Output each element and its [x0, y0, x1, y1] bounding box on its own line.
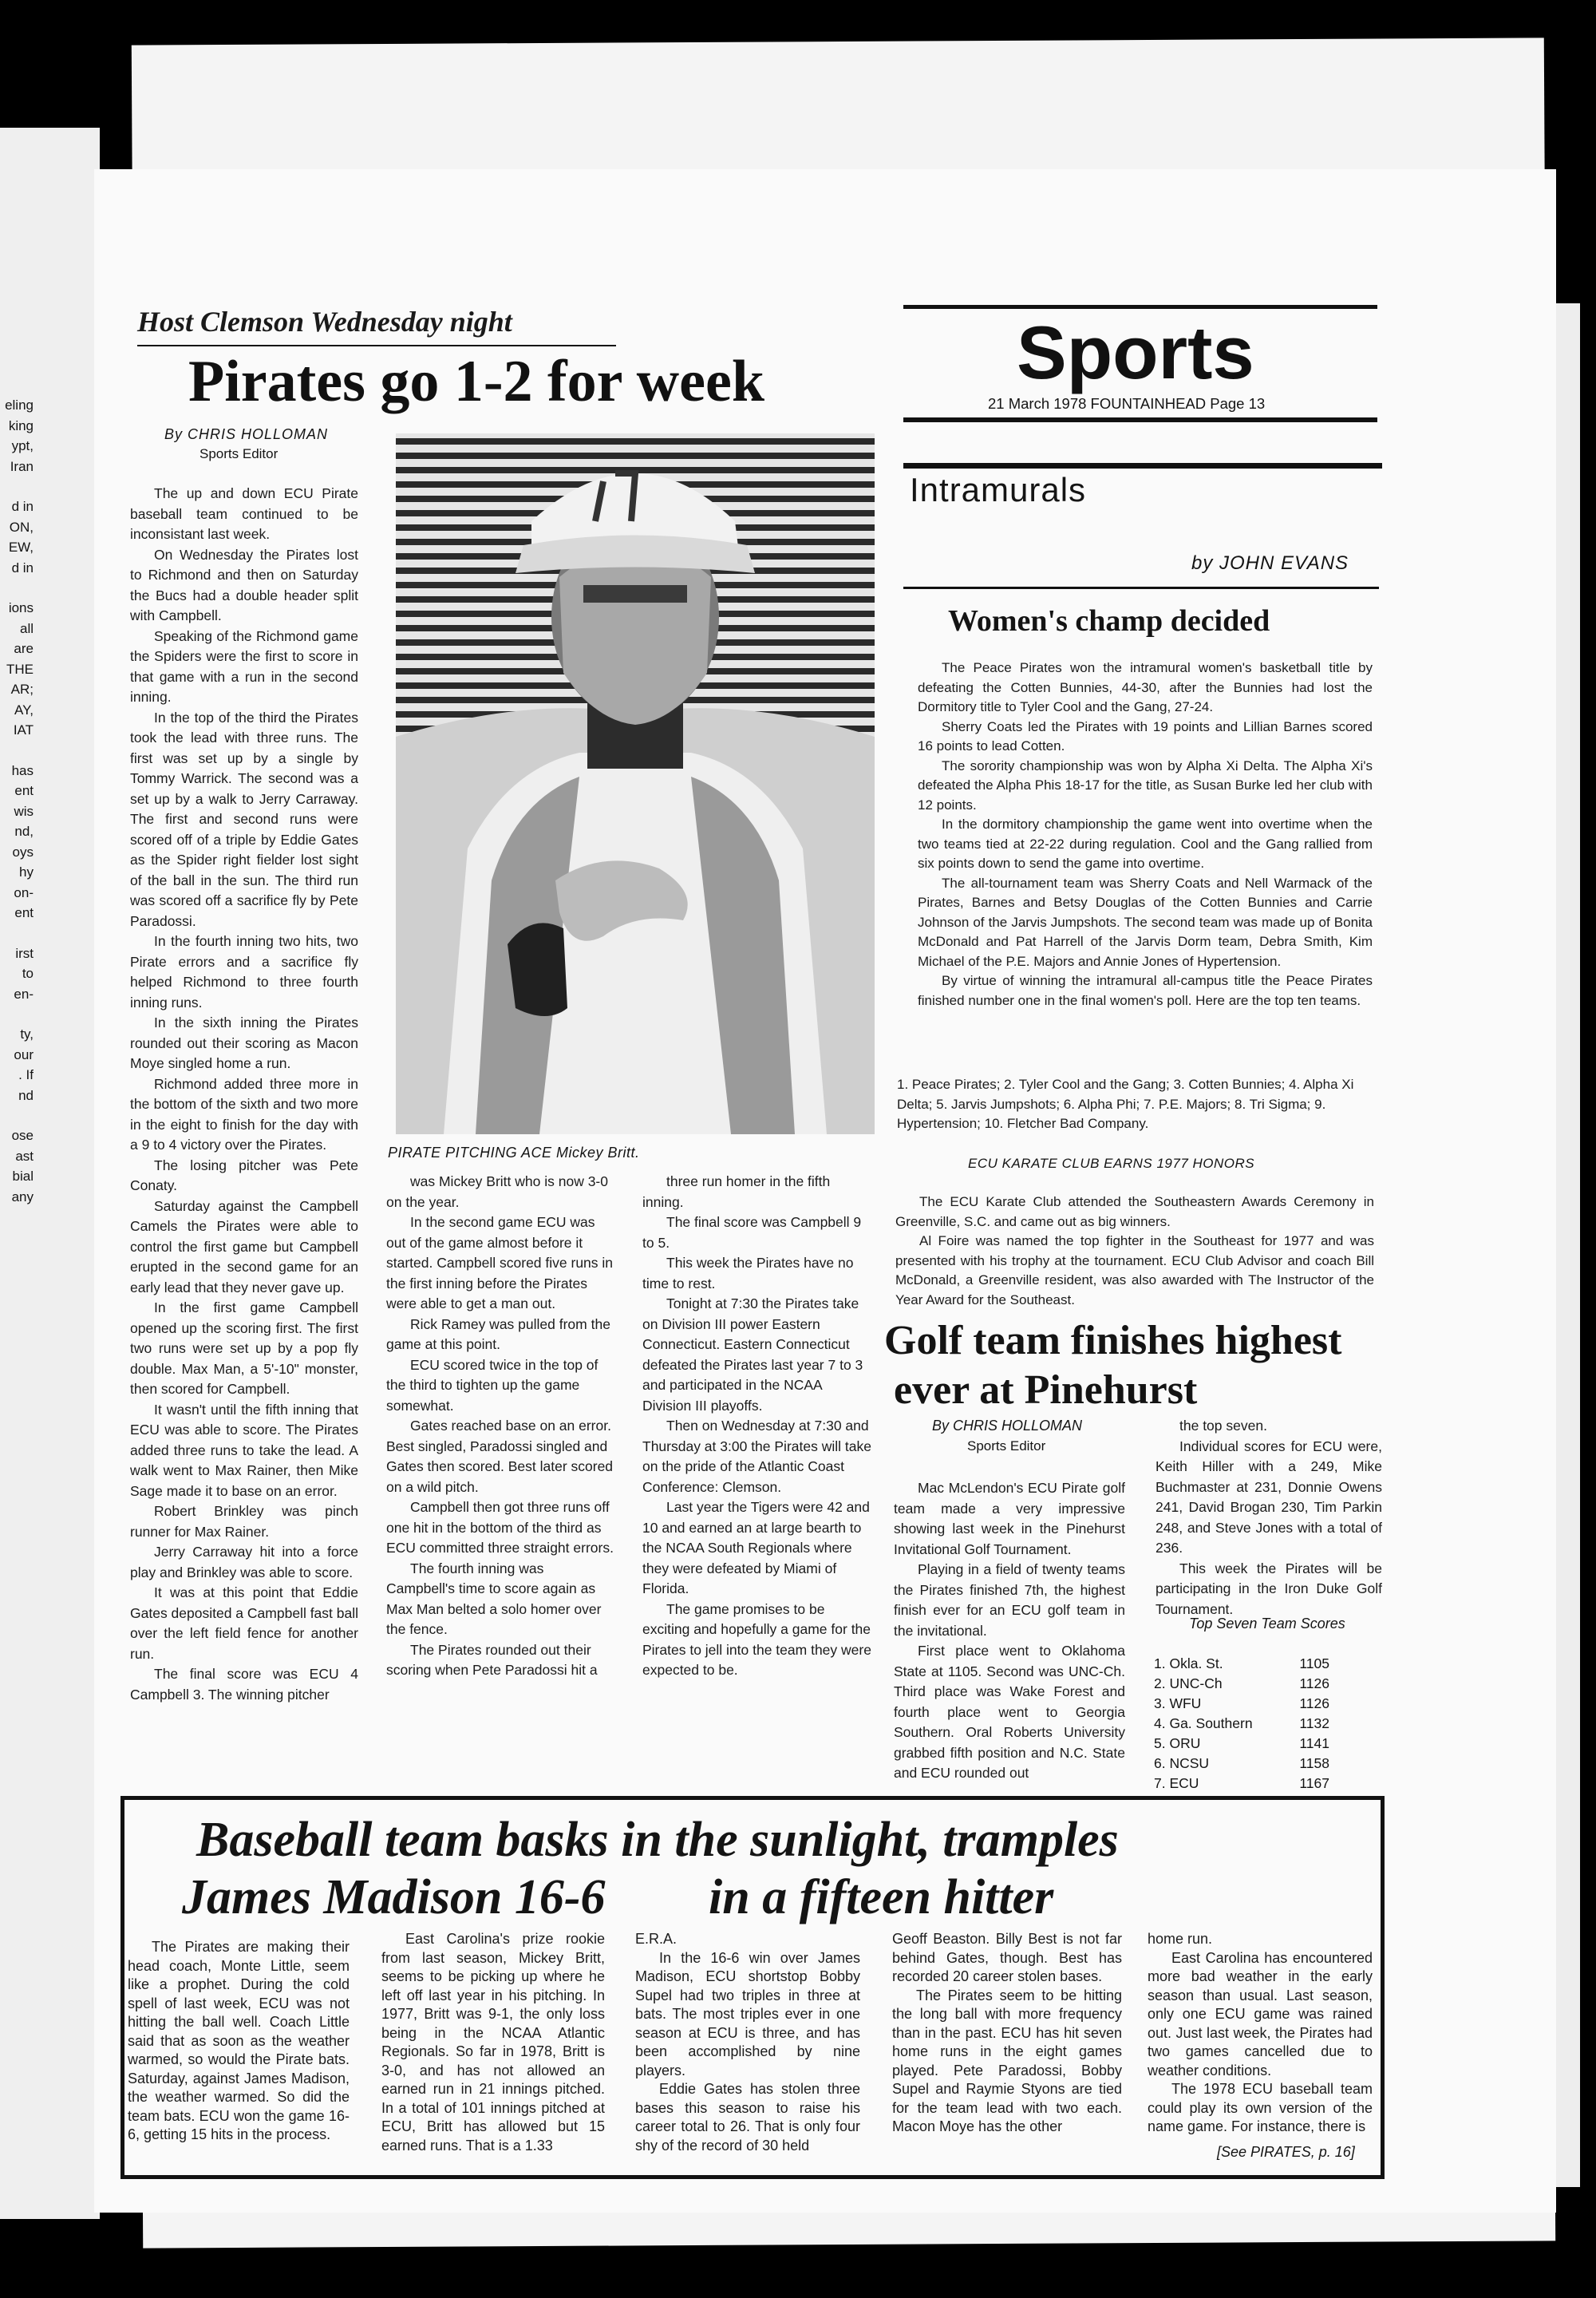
- text-fragment: ose: [11, 1128, 34, 1143]
- team-name: 4. Ga. Southern: [1154, 1715, 1253, 1731]
- jump-line: [See PIRATES, p. 16]: [1217, 2144, 1355, 2160]
- text-fragment: any: [11, 1189, 34, 1204]
- text-fragment: bial: [12, 1169, 34, 1184]
- paragraph: Jerry Carraway hit into a force play and Brinkley was able to score.: [130, 1544, 358, 1580]
- paragraph: The Pirates rounded out their scoring when Pete Paradossi hit a: [386, 1641, 598, 1678]
- masthead-rule-bottom: [903, 417, 1377, 422]
- text-fragment: Iran: [10, 458, 34, 474]
- paragraph: The Pirates seem to be hitting the long ball with more frequency than in the past. ECU has hit seven home runs in the eight games played. Pete Paradossi, Bobby Supel and Raymie Styons are tied for the team lead with two each. Macon Moye has the other: [892, 1987, 1122, 2134]
- team-score-row: [1154, 1734, 1329, 1754]
- paragraph: Tonight at 7:30 the Pirates take on Division III power Eastern Connecticut. Eastern Connecticut defeated the Pirates last year 7 to 3 and participated in the NCAA Division III playoffs.: [642, 1295, 863, 1414]
- text-fragment: ent: [14, 905, 34, 920]
- paragraph: The losing pitcher was Pete Conaty.: [130, 1157, 358, 1193]
- fence-slat: [396, 453, 875, 459]
- paragraph: Sherry Coats led the Pirates with 19 points and Lillian Barnes scored 16 points to lead Cotten.: [918, 718, 1373, 753]
- paragraph: ECU scored twice in the top of the third to tighten up the game somewhat.: [386, 1356, 598, 1414]
- karate-headline: ECU KARATE CLUB EARNS 1977 HONORS: [968, 1156, 1255, 1171]
- bottom-headline-1: Baseball team basks in the sunlight, tramples: [196, 1813, 1119, 1867]
- kicker-rule: [137, 345, 616, 346]
- byline-rule: [903, 587, 1379, 589]
- scores-table-title: Top Seven Team Scores: [1189, 1616, 1345, 1632]
- paragraph: E.R.A.: [635, 1931, 678, 1947]
- paragraph: The all-tournament team was Sherry Coats and Nell Warmack of the Pirates, Barnes and Betsy Douglas of the Cotten Bunnies and Carrie Johnson of the Jarvis Jumpshots. The second team was made up of Bonita McDonald and Pat Harrell of the Jarvis Dorm team, Debra Smith, Kim Michael of the P.E. Majors and Annie Jones of Hypertension.: [918, 875, 1373, 969]
- paragraph: The Pirates are making their head coach, Monte Little, seem like a prophet. During the cold spell of last week, ECU was not hitting the ball well. Coach Little said that as soon as the weather warmed, so would the Pirate bats. Saturday, against James Madison, the weather warmed. So did the team bats. ECU won the game 16-6, getting 15 hits in the process.: [128, 1939, 350, 2142]
- golf-byline: By CHRIS HOLLOMAN: [932, 1418, 1083, 1434]
- bottom-headline-2a: James Madison 16-6: [182, 1870, 606, 1924]
- paragraph: Robert Brinkley was pinch runner for Max Rainer.: [130, 1503, 358, 1540]
- team-score: 1141: [1299, 1735, 1329, 1751]
- bottom-column-4: [892, 1930, 1122, 2169]
- text-fragment: irst: [15, 945, 34, 961]
- karate-article: [895, 1193, 1374, 1314]
- text-fragment: EW,: [8, 540, 34, 555]
- story-headline: Women's champ decided: [948, 604, 1270, 638]
- team-name: 2. UNC-Ch: [1154, 1675, 1223, 1691]
- paragraph: In the fourth inning two hits, two Pirate errors and a sacrifice fly helped Richmond to three fourth inning runs.: [130, 933, 358, 1011]
- paragraph: home run.: [1148, 1931, 1213, 1947]
- intramurals-article: [918, 659, 1373, 1096]
- section-title: Sports: [1017, 310, 1254, 394]
- text-fragment: ypt,: [11, 438, 34, 453]
- text-fragment: ON,: [9, 519, 34, 535]
- paragraph: This week the Pirates have no time to rest.: [642, 1255, 854, 1291]
- paragraph: In the sixth inning the Pirates rounded out their scoring as Macon Moye singled home a run.: [130, 1015, 358, 1071]
- team-score-row: [1154, 1674, 1329, 1694]
- text-fragment: en-: [14, 986, 34, 1002]
- team-score-row: [1154, 1754, 1329, 1774]
- player-photo: [396, 433, 875, 1134]
- fence-slat: [396, 438, 875, 445]
- paragraph: Al Foire was named the top fighter in the Southeast for 1977 and was presented with his trophy at the tournament. ECU Club Advisor and coach Bill McDonald, a Greenville resident, was also awarded with The Instructor of the Year Award for the Southeast.: [895, 1233, 1374, 1307]
- team-name: 7. ECU: [1154, 1775, 1199, 1791]
- paragraph: It wasn't until the fifth inning that ECU was able to score. The Pirates added three runs to take the lead. A walk went to Max Rainer, then Mike Sage made it to base on an error.: [130, 1401, 358, 1499]
- team-name: 1. Okla. St.: [1154, 1655, 1223, 1671]
- text-fragment: ast: [15, 1148, 34, 1164]
- paragraph: The final score was Campbell 9 to 5.: [642, 1214, 862, 1251]
- text-fragment: are: [14, 641, 34, 656]
- paragraph: The 1978 ECU baseball team could play its own version of the name game. For instance, there is: [1148, 2081, 1373, 2134]
- paragraph: Richmond added three more in the bottom of the sixth and two more in the eight to finish for the day with a 9 to 4 victory over the Pirates.: [130, 1075, 358, 1153]
- team-score: 1167: [1299, 1775, 1329, 1791]
- bottom-column-5: [1148, 1930, 1373, 2146]
- paragraph: In the 16-6 win over James Madison, ECU shortstop Bobby Supel had two triples in three at bats. The most triples ever in one season at ECU is three, and has been accomplished by nine players.: [635, 1949, 860, 2078]
- paragraph: Speaking of the Richmond game the Spiders were the first to score in that game with a run in the second inning.: [130, 627, 358, 705]
- text-fragment: nd,: [14, 824, 34, 839]
- text-fragment: ent: [14, 783, 34, 798]
- column-title: Intramurals: [910, 471, 1087, 508]
- paragraph: Saturday against the Campbell Camels the Pirates were able to control the first game but Campbell erupted in the second game for an early lead that they never gave up.: [130, 1197, 358, 1295]
- team-score-row: [1154, 1654, 1329, 1674]
- article-column-3: [642, 1172, 872, 1802]
- team-score: 1105: [1299, 1655, 1329, 1671]
- byline-name: By CHRIS HOLLOMAN: [164, 426, 329, 442]
- paragraph: In the second game ECU was out of the game almost before it started. Campbell scored five runs in the first inning before the Pirates were able to get a man out.: [386, 1214, 614, 1311]
- paragraph: Mac McLendon's ECU Pirate golf team made a very impressive showing last week in the Pinehurst Invitational Golf Tournament.: [894, 1480, 1125, 1557]
- kicker: Host Clemson Wednesday night: [137, 306, 512, 338]
- paragraph: Geoff Beaston. Billy Best is not far behind Gates, though. Best has recorded 20 career stolen bases.: [892, 1931, 1122, 1984]
- paragraph: It was at this point that Eddie Gates deposited a Campbell fast ball over the left field fence for another run.: [130, 1584, 358, 1662]
- paragraph: The up and down ECU Pirate baseball team continued to be inconsistant last week.: [130, 485, 358, 542]
- paragraph: Playing in a field of twenty teams the Pirates finished 7th, the highest finish ever for an ECU golf team in the invitational.: [894, 1561, 1125, 1639]
- paragraph: The sorority championship was won by Alpha Xi Delta. The Alpha Xi's defeated the Alpha Phis 18-17 for the title, as Susan Burke led her club with 12 points.: [918, 757, 1373, 813]
- paragraph: Rick Ramey was pulled from the game at this point.: [386, 1315, 610, 1352]
- text-fragment: to: [22, 966, 34, 981]
- team-name: 3. WFU: [1154, 1695, 1202, 1711]
- bottom-headline-2b: in a fifteen hitter: [709, 1870, 1054, 1924]
- headline: Pirates go 1-2 for week: [188, 349, 764, 414]
- team-score-row: [1154, 1774, 1329, 1794]
- dateline: 21 March 1978 FOUNTAINHEAD Page 13: [988, 395, 1266, 412]
- paragraph: First place went to Oklahoma State at 1105. Second was UNC-Ch. Third place was Wake Forest and fourth place went to Georgia Southern. Oral Roberts University grabbed fifth position and N.C. State and ECU rounded out: [894, 1643, 1125, 1781]
- paragraph: By virtue of winning the intramural all-campus title the Peace Pirates finished number one in the final women's poll. Here are the top ten teams.: [918, 973, 1373, 1008]
- team-name: 5. ORU: [1154, 1735, 1201, 1751]
- paragraph: This week the Pirates will be participating in the Iron Duke Golf Tournament.: [1156, 1560, 1382, 1617]
- paragraph: Campbell then got three runs off one hit in the bottom of the third as ECU committed three straight errors.: [386, 1499, 614, 1556]
- text-fragment: THE: [6, 661, 34, 677]
- paragraph: East Carolina has encountered more bad weather in the early season than usual. Last season, only one ECU game was rained out. Just last week, the Pirates had two games cancelled due to weather conditions.: [1148, 1949, 1373, 2078]
- paragraph: Gates reached base on an error. Best singled, Paradossi singled and Gates then scored. Best later scored on a wild pitch.: [386, 1418, 614, 1495]
- paragraph: three run homer in the fifth inning.: [642, 1173, 831, 1210]
- team-score-row: [1154, 1714, 1329, 1734]
- text-fragment: . If: [18, 1067, 34, 1082]
- golf-column-2: [1156, 1416, 1382, 1632]
- text-fragment: oys: [12, 844, 34, 860]
- text-fragment: AY,: [14, 702, 34, 718]
- team-score: 1132: [1299, 1715, 1329, 1731]
- paragraph: The Peace Pirates won the intramural women's basketball title by defeating the Cotten Bunnies, 44-30, after the Bunnies had lost the Dormitory title to Tyler Cool and the Gang, 27-24.: [918, 660, 1373, 714]
- text-fragment: AR;: [10, 682, 34, 697]
- text-fragment: king: [8, 417, 34, 433]
- paragraph: was Mickey Britt who is now 3-0 on the year.: [386, 1173, 608, 1210]
- text-fragment: d in: [11, 499, 34, 514]
- bottom-column-2: [381, 1930, 605, 2169]
- paragraph: In the top of the third the Pirates took the lead with three runs. The first was set up by a single by Tommy Warrick. The second was a set up by a walk to Jerry Carraway. The first and second runs were scored off of a triple by Eddie Gates as the Spider right fielder lost sight of the ball in the sun. The third run was scored off a sacrifice fly by Pete Paradossi.: [130, 709, 358, 929]
- paragraph: The final score was ECU 4 Campbell 3. The winning pitcher: [130, 1666, 358, 1703]
- text-fragment: on-: [14, 884, 34, 900]
- article-column-2: [386, 1172, 616, 1802]
- team-score: 1126: [1299, 1675, 1329, 1691]
- column-byline: by JOHN EVANS: [1191, 552, 1349, 574]
- paragraph: The fourth inning was Campbell's time to score again as Max Man belted a solo homer over the fence.: [386, 1560, 602, 1637]
- byline-title: Sports Editor: [200, 446, 279, 461]
- text-fragment: d in: [11, 560, 34, 575]
- paragraph: In the dormitory championship the game went into overtime when the two teams tied at 22-22 during regulation. Cool and the Gang rallied from six points down to send the game into overtime.: [918, 817, 1373, 871]
- paragraph: The ECU Karate Club attended the Southeastern Awards Ceremony in Greenville, S.C. and came out as big winners.: [895, 1194, 1374, 1229]
- golf-headline-2: ever at Pinehurst: [894, 1367, 1198, 1413]
- text-fragment: eling: [5, 398, 34, 413]
- paragraph: Individual scores for ECU were, Keith Hiller with a 249, Mike Buchmaster at 231, Donnie Owens 241, David Brogan 230, Tim Parkin 248, and Steve Jones with a total of 236.: [1156, 1438, 1382, 1556]
- photo-caption: PIRATE PITCHING ACE Mickey Britt.: [388, 1145, 640, 1161]
- text-fragment: IAT: [13, 722, 34, 738]
- team-score-row: [1154, 1694, 1329, 1714]
- text-fragment: all: [19, 620, 34, 636]
- text-fragment: ty,: [20, 1026, 34, 1042]
- paragraph: East Carolina's prize rookie from last season, Mickey Britt, seems to be picking up where he left off last year in his pitching. In 1977, Britt was 9-1, the only loss being in the NCAA Atlantic Regionals. So far in 1978, Britt is 3-0, and has not allowed an earned run in 21 innings pitched. In a total of 101 innings pitched at ECU, Britt has allowed but 15 earned runs. That is a 1.33: [381, 1931, 605, 2154]
- team-score: 1126: [1299, 1695, 1329, 1711]
- paragraph: Then on Wednesday at 7:30 and Thursday at 3:00 the Pirates will take on the pride of the Atlantic Coast Conference: Clemson.: [642, 1418, 871, 1495]
- masthead-rule-top: [903, 305, 1377, 309]
- paragraph: Last year the Tigers were 42 and 10 and earned an at large bearth to the NCAA South Regionals where they were defeated by Miami of Florida.: [642, 1499, 870, 1596]
- text-fragment: our: [14, 1046, 34, 1062]
- paragraph: On Wednesday the Pirates lost to Richmond and then on Saturday the Bucs had a double header split with Campbell.: [130, 546, 358, 623]
- paragraph: In the first game Campbell opened up the scoring first. The first two runs were set up by a pop fly double. Max Man, a 5'-10" monster, then scored for Campbell.: [130, 1299, 358, 1397]
- golf-column-1: [894, 1478, 1125, 1799]
- golf-headline-1: Golf team finishes highest: [884, 1318, 1342, 1363]
- intramurals-rule: [903, 463, 1382, 469]
- team-name: 6. NCSU: [1154, 1755, 1210, 1771]
- golf-byline-title: Sports Editor: [967, 1438, 1046, 1454]
- team-score: 1158: [1299, 1755, 1329, 1771]
- paragraph: The game promises to be exciting and hopefully a game for the Pirates to jell into the team they were expected to be.: [642, 1600, 871, 1678]
- team-scores-table: [1154, 1654, 1329, 1794]
- text-fragment: ions: [8, 600, 34, 615]
- text-fragment: wis: [14, 803, 34, 819]
- text-fragment: hy: [19, 864, 34, 880]
- article-column-1: [130, 484, 358, 1802]
- paragraph: Eddie Gates has stolen three bases this season to raise his career total to 26. That is only four shy of the record of 30 held: [635, 2081, 860, 2154]
- text-fragment: has: [11, 762, 34, 778]
- bottom-column-3: [635, 1930, 860, 2169]
- bottom-column-1: [128, 1938, 350, 2169]
- paragraph: the top seven.: [1179, 1418, 1267, 1434]
- left-page-fragments: [0, 395, 34, 1207]
- women-poll: 1. Peace Pirates; 2. Tyler Cool and the Gang; 3. Cotten Bunnies; 4. Alpha Xi Delta; 5. Jarvis Jumpshots; 6. Alpha Phi; 7. P.E. Majors; 8. Tri Sigma; 9. Hypertension; 10. Fletcher Bad Company.: [897, 1077, 1354, 1131]
- text-fragment: nd: [18, 1087, 34, 1103]
